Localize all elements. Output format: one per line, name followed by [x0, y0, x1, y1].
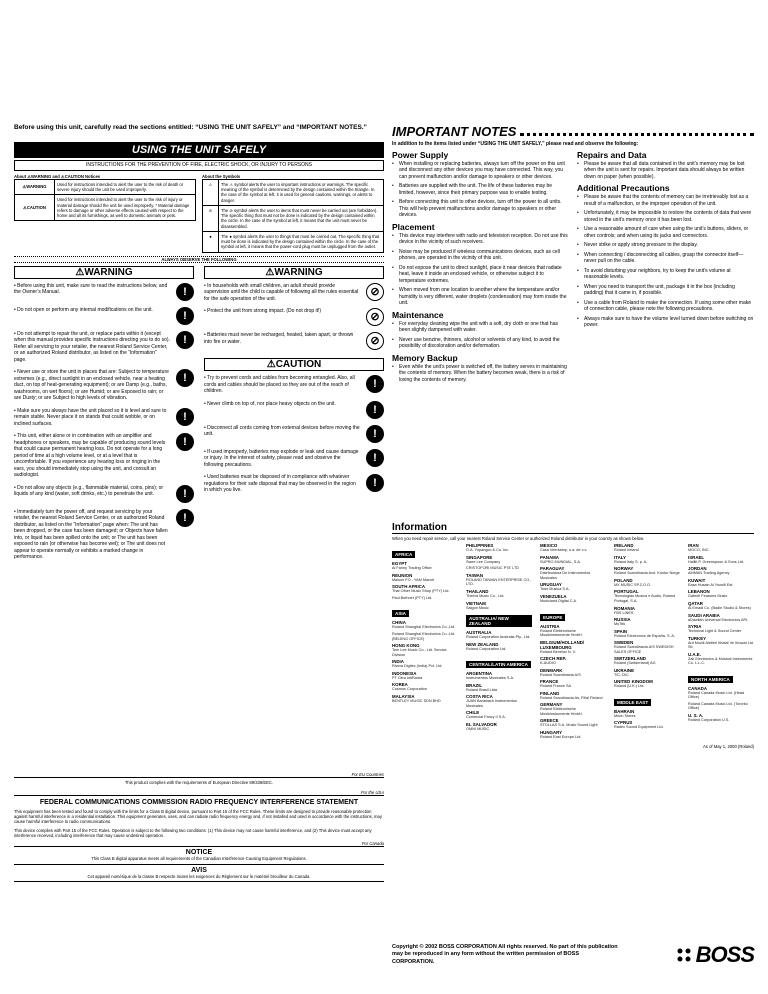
region-heading: ASIA [392, 610, 409, 617]
distributor-name: Cosmos Corporation [392, 687, 427, 692]
country-name: U.A.E. [688, 651, 701, 657]
power-heading: Power Supply [392, 149, 449, 160]
country-name: INDONESIA [392, 670, 417, 676]
distributor-name: Halilit P. Greenspoon & Sons Ltd. [688, 559, 745, 564]
symbol-prohibited-text: The ⊘ symbol alerts the user to items that must never be carried out (are forbidden). The specific thing that must not be done is indicated by the design contained within the circle. In the case of the symbol at left, it means that the unit must never be disassembled. [219, 205, 384, 231]
safety-item-text: • Do not allow any objects (e.g., flammable material, coins, pins); or liquids of any kind (water, soft drinks, etc.) to penetrate the unit. [14, 484, 164, 498]
distributor-name: Tom Lee Music Co., Ltd. Service Division [392, 648, 447, 657]
country-name: MALAYSIA [392, 693, 415, 699]
distributor-name: CRISTOFORI MUSIC PTE LTD [466, 566, 520, 571]
country-name: QATAR [688, 600, 703, 606]
country-name: SWEDEN [614, 640, 634, 646]
safety-item [204, 401, 384, 419]
note-item: • Never strike or apply strong pressure to the display. [577, 242, 754, 249]
distributor-name: Swee Lee Company [466, 559, 501, 564]
distributor-name: Roland Benelux N. V. [540, 649, 576, 654]
safety-item-text: • Do not open or perform any internal modifications on the unit. [14, 306, 153, 313]
fcc-title: FEDERAL COMMUNICATIONS COMMISSION RADIO FREQUENCY INTERFERENCE STATEMENT [39, 798, 359, 806]
country-name: URUGUAY [540, 582, 562, 588]
safety-item [204, 332, 384, 350]
boss-logo: BOSS [695, 942, 754, 967]
safety-item [204, 425, 384, 443]
country-name: VIETNAM [466, 600, 486, 606]
regulatory-section [14, 772, 384, 882]
note-item: • Never use benzine, thinners, alcohol or solvents of any kind, to avoid the possibility of discoloration and/or deformation. [392, 337, 569, 350]
note-item: • When installing or replacing batteries, always turn off the power on this unit and disconnect any other devices you may have connected. This way, you can prevent malfunction and/or damage to speakers or other devices. [392, 161, 569, 181]
avis-text: Cet appareil numérique de la classe B respecte toutes les exigences du Règlement sur le matériel brouilleur du Canada. [14, 874, 384, 882]
safety-item-text: • Try to prevent cords and cables from becoming entangled. Also, all cords and cables should be placed so they are out of the reach of children. [204, 375, 355, 395]
distributor-name: Easa Husain Al Yousifi Est. [688, 582, 734, 587]
country-name: CHINA [392, 620, 406, 626]
note-item: • Use a cable from Roland to make the connection. If using some other make of connection cable, please note the following precautions. [577, 300, 754, 313]
additional-heading: Additional Precautions [577, 183, 670, 194]
country-name: ARGENTINA [466, 671, 493, 677]
prohibited-icon: ⊘ [208, 207, 213, 213]
country-name: CZECH REP. [540, 656, 567, 662]
footer [392, 942, 754, 968]
safety-item-text: • Never use or store the unit in places that are: Subject to temperature extremes (e.g., direct sunlight in an enclosed vehicle, near a heating duct, on top of heat-generating equipment); or are Damp (e.g., baths, washrooms, on wet floors); or are Humid; or are Exposed to rain; or are Dusty; or are Subject to high levels of vibration. [14, 369, 169, 402]
warning-header-right: WARNING [274, 266, 323, 278]
distributor-name: Roland Canada Music Ltd. (Toronto Office) [688, 701, 748, 711]
distributor-name: Moon Stores [614, 713, 636, 718]
country-name: UNITED KINGDOM [614, 679, 653, 685]
roland-logo [676, 947, 692, 963]
copyright: Copyright © 2002 BOSS CORPORATION All rights reserved. No part of this publication may be reproduced in any form without the written permission of BOSS CORPORATION. [392, 944, 618, 965]
note-item: • For everyday cleaning wipe the unit with a soft, dry cloth or one that has been slightly dampened with water. [392, 321, 569, 334]
country-name: FRANCE [540, 679, 559, 685]
country-name: EL SALVADOR [466, 721, 497, 727]
mandatory-icon: ! [176, 408, 194, 426]
country-name: SPAIN [614, 628, 628, 634]
distributor-name: Roland Shanghai Electronics Co.,Ltd. [392, 625, 456, 630]
safety-item-text: • In households with small children, an adult should provide supervision until the child is capable of following all the rules essential for the safe operation of the unit. [204, 282, 359, 302]
warning-column-left [14, 266, 194, 567]
country-name: GREECE [540, 718, 559, 724]
distributor-name: Instrumentos Musicales S.A. [466, 676, 515, 681]
caution-triangle-icon: ⚠ [23, 205, 27, 211]
prohibited-icon: ⊘ [366, 332, 384, 350]
note-item: • To avoid disturbing your neighbors, try to keep the unit’s volume at reasonable levels. [577, 268, 754, 281]
mandatory-icon: ! [176, 283, 194, 301]
mandatory-icon: ! [176, 307, 194, 325]
country-name: JORDAN [688, 566, 707, 572]
country-name: SOUTH AFRICA [392, 584, 426, 590]
safety-item [14, 433, 194, 479]
mandatory-icon: ! [366, 449, 384, 467]
country-name: PANAMA [540, 554, 559, 560]
symbol-mandatory-text: The ● symbol alerts the user to things that must be carried out. The specific thing that must be done is indicated by the design contained within the circle. In the case of the symbol at left, it means that the power-cord plug must be unplugged from the outlet. [219, 231, 384, 252]
distributor-name: Roland Ireland [614, 548, 639, 553]
country-name: SYRIA [688, 624, 702, 630]
country-name: GERMANY [540, 702, 563, 708]
country-name: U. S. A. [688, 713, 704, 718]
distributor-name: Roland Corporation U.S. [688, 718, 730, 722]
country-name: SINGAPORE [466, 554, 493, 560]
country-name: KOREA [392, 682, 408, 688]
country-name: DENMARK [540, 667, 563, 673]
country-name: REUNION [392, 572, 413, 578]
country-name: MEXICO [540, 543, 558, 549]
intro-note: Before using this unit, carefully read the sections entitled: “USING THE UNIT SAFELY” and “IMPORTANT NOTES.” [14, 124, 367, 131]
distributor-name: Roland Scandinavia Avd. Kontor Norge [614, 571, 680, 576]
country-name: IRAN [688, 543, 699, 549]
country-name: HONG KONG [392, 643, 420, 649]
prohibited-icon: ⊘ [366, 283, 384, 301]
distributor-name: Roland Scandinavia A/S SWEDISH SALES OFFICE [614, 645, 674, 654]
country-name: ITALY [614, 554, 626, 560]
distributor-name: Casa Veerkamp, s.a. de c.v. [540, 548, 588, 553]
country-name: PHILIPPINES [466, 543, 494, 549]
distributor-name: PT Citra IntiRama [392, 675, 423, 680]
safety-item-text: • Make sure you always have the unit placed so it is level and sure to remain stable. Never place it on stands that could wobble, or on inclined surfaces. [14, 407, 167, 427]
notice-title: NOTICE [185, 849, 213, 857]
distributor-name: Roland Shanghai Electronics Co.,Ltd. (BEIJING OFFICE) [392, 631, 456, 641]
country-name: PARAGUAY [540, 566, 565, 572]
distributor-name: Al Fanny Trading Office [392, 566, 432, 571]
always-observe-heading: ALWAYS OBSERVE THE FOLLOWING [14, 256, 384, 263]
distributor-name: Roland Elektronische Musikinstrumente HmbH. [540, 707, 583, 716]
notes-section [392, 124, 754, 386]
safety-item [204, 474, 384, 494]
distributor-name: Roland Electronics de España, S. A. [614, 633, 675, 638]
about-symbols-heading: About the Symbols [202, 173, 241, 179]
note-item: • Please be aware that all data contained in the unit’s memory may be lost when the unit is sent for repairs. Important data should always be written down on paper (when possible). [577, 161, 754, 181]
safety-item [204, 283, 384, 303]
distributor-name: Roland Elektronische Musikinstrumente HmbH. [540, 628, 583, 638]
safety-item [204, 449, 384, 469]
distributor-name: Roland (U.K.) Ltd. [614, 684, 645, 689]
safety-subtitle: INSTRUCTIONS FOR THE PREVENTION OF FIRE, ELECTRIC SHOCK, OR INJURY TO PERSONS [14, 160, 384, 171]
country-name: ROMANIA [614, 605, 635, 611]
country-name: CHILE [466, 710, 480, 716]
distributor-name: Zak Electronics & Musical Instruments Co. L.L.C. [688, 656, 753, 666]
safety-item-text: • Batteries must never be recharged, heated, taken apart, or thrown into fire or water. [204, 332, 354, 345]
distributor-name: Radex Sound Equipment Ltd. [614, 725, 664, 730]
note-item: • Please be aware that the contents of memory can be irretrievably lost as a result of a malfunction, or the improper operation of the unit. [577, 194, 754, 207]
distributor-name: Ant Muzik Aletleri Ithalat Ve Ihracat Ltd Sti [688, 640, 754, 650]
country-name: ISRAEL [688, 554, 705, 560]
country-name: TURKEY [688, 635, 707, 641]
mandatory-icon: ! [366, 375, 384, 393]
information-section [392, 522, 754, 749]
mandatory-icon: ! [176, 369, 194, 387]
country-name: POLAND [614, 577, 633, 583]
safety-item-text: • Protect the unit from strong impact. (Do not drop it!) [204, 308, 322, 315]
safety-item [14, 509, 194, 561]
distributor-name: Roland Scandinavia As, Filial Finland [540, 695, 603, 700]
roland-mark-icon [676, 947, 692, 963]
safety-item [14, 283, 194, 301]
country-name: RUSSIA [614, 617, 631, 623]
country-name: IRELAND [614, 543, 634, 549]
warning-header-left: WARNING [84, 266, 133, 278]
country-name: EGYPT [392, 561, 407, 567]
country-name: UKRAINE [614, 667, 635, 673]
symbol-general-text: The ⚠ symbol alerts the user to important instructions or warnings. The specific meaning of the symbol is determined by the design contained within the triangle. In the case of the symbol at left, it is used for general cautions, warnings, or alerts to danger. [219, 179, 384, 205]
country-name: NEW ZEALAND [466, 641, 499, 647]
caution-label: CAUTION [26, 205, 46, 211]
unplug-icon: ● [209, 233, 212, 239]
region-heading: NORTH AMERICA [688, 676, 733, 683]
warning-definition: Used for instructions intended to alert the user to the risk of death or severe injury should the unit be used improperly. [55, 179, 196, 195]
distributor-name: aDawliah Universal Electronics APL [688, 617, 749, 622]
country-name: BELGIUM/HOLLAND/ LUXEMBOURG [540, 639, 585, 650]
avis-title: AVIS [191, 866, 207, 874]
note-item: • Use a reasonable amount of care when using the unit’s buttons, sliders, or other controls; and when using its jacks and connectors. [577, 226, 754, 239]
region-heading: AUSTRALIA/ NEW ZEALAND [466, 615, 532, 627]
country-name: TAIWAN [466, 572, 483, 578]
distributor-name: FBS LINES [614, 610, 634, 615]
country-name: COSTA RICA [466, 694, 493, 700]
distributor-name: Todo Musica S.A. [540, 587, 570, 592]
region-heading: MIDDLE EAST [614, 699, 651, 706]
country-name: SAUDI ARABIA [688, 612, 720, 618]
distributor-name: SUPRO MUNDIAL, S.A. [540, 559, 581, 564]
country-name: AUSTRIA [540, 623, 560, 629]
country-name: HUNGARY [540, 730, 563, 735]
note-item: • Always make sure to have the volume level turned down before switching on power. [577, 316, 754, 329]
note-item: • When moved from one location to another where the temperature and/or humidity is very different, water droplets (condensation) may form inside the unit. [392, 287, 569, 307]
distributor-name: MX MUSIC SP.Z.O.O. [614, 582, 652, 587]
note-item: • Unfortunately, it may be impossible to restore the contents of data that were stored in the unit’s memory once it has been lost. [577, 210, 754, 223]
distributor-name: Saigon Music [466, 605, 489, 610]
country-name: PORTUGAL [614, 589, 639, 595]
eu-label: For EU Countries [14, 772, 384, 778]
fcc-text: This equipment has been tested and found to comply with the limits for a Class B digital device, pursuant to Part 15 of the FCC Rules. These limits are designed to provide reasonable protection against harmful interference in a residential installation. This equipment generates, uses, and can radiate radio frequency energy and, if not installed and used in accordance with the instructions, may cause harmful interference to radio communications. [14, 808, 382, 825]
country-name: BRAZIL [466, 682, 483, 688]
note-item: • When connecting / disconnecting all cables, grasp the connector itself—never pull on the cable. [577, 252, 754, 265]
distributor-name: Rivera Digitec (India) Pvt. Ltd. [392, 664, 443, 669]
distributor-name: Musicland Digital C.A. [540, 598, 578, 603]
mandatory-icon: ! [176, 485, 194, 503]
note-item: • Even while the unit’s power is switched off, the battery serves in maintaining the contents of memory. When the battery becomes weak, there is a risk of losing the contents of memory. [392, 364, 569, 384]
distributor-name: G.A. Yupangco & Co. Inc. [466, 548, 510, 553]
maintenance-heading: Maintenance [392, 309, 444, 320]
eu-text: This product complies with the requirements of European Directive 89/336/EEC. [124, 780, 274, 786]
safety-item-text: • Immediately turn the power off, and request servicing by your retailer, the nearest Roland Service Center, or an authorized Roland distributor, as listed on the “Information” page when: The unit has been dropped, or the case has been damaged; or Objects have fallen into, or liquid has been spilled onto the unit; or The unit has been exposed to rain (or otherwise has become wet); or The unit does not appear to operate normally or exhibits a marked change in performance. [14, 508, 168, 561]
safety-item-text: • Used batteries must be disposed of in compliance with whatever regulations for their safe disposal that may be observed in the region in which you live. [204, 474, 356, 494]
notes-title: IMPORTANT NOTES [392, 124, 517, 139]
country-name: CYPRUS [614, 720, 633, 726]
country-name: CANADA [688, 685, 708, 691]
distributor-name: Maison FO - YAM Marcel [392, 577, 435, 582]
mandatory-icon: ! [176, 509, 194, 527]
distributor-name: Roland Scandinavia A/S [540, 672, 581, 677]
distributor-name: MuTek [614, 622, 626, 627]
caution-definition: Used for instructions intended to alert the user to the risk of injury or material damage should the unit be used improperly. * Material damage refers to damage or other adverse effects caused with respect to the home and all its furnishings, as well to domestic animals or pets. [55, 195, 196, 221]
warning-triangle-icon: ⚠ [22, 184, 27, 190]
warning-column-right [204, 266, 384, 567]
distributor-name: Gabriel Features Music [688, 594, 728, 599]
country-name: SWITZERLAND [614, 656, 646, 662]
safety-section [14, 142, 384, 567]
safety-item-text: • Disconnect all cords coming from external devices before moving the unit. [204, 424, 360, 438]
distributor-name: Roland Corporation Australia Pty., Ltd. [466, 635, 531, 640]
country-name: VENEZUELA [540, 593, 567, 599]
notice-text: This Class B digital apparatus meets all requirements of the Canadian Interference-Causing Equipment Regulations. [14, 856, 384, 864]
information-title: Information [392, 522, 754, 534]
note-item: • This device may interfere with radio and television reception. Do not use this device in the vicinity of such receivers. [392, 233, 569, 246]
fcc-part15: This device complies with Part 15 of the FCC Rules. Operation is subject to the following two conditions: (1) This device may not cause harmful interference, and (2) This device must accept any interference received, including interference that may cause undesired operation. [14, 827, 372, 838]
canada-label: For Canada [14, 841, 384, 847]
mandatory-icon: ! [366, 474, 384, 492]
distributor-name: STOLLAS S.A. Music Sound Light [540, 723, 598, 728]
warning-label: WARNING [26, 184, 47, 190]
safety-item [14, 331, 194, 364]
distributor-name: Roland Italy S. p. A. [614, 559, 648, 564]
distributor-name: Roland (Switzerland) AG [614, 661, 656, 666]
safety-item-text: • If used improperly, batteries may explode or leak and cause damage or injury. In the interest of safety, please read and observe the following precautions. [204, 448, 359, 468]
country-name: LEBANON [688, 589, 710, 595]
country-name: BAHRAIN [614, 708, 635, 714]
distributor-name: Distribuidora De Instrumentos Musicales [540, 571, 591, 580]
distributor-name: Comercial Fancy II S.A. [466, 715, 506, 720]
distributor-name: Roland France SA [540, 684, 572, 689]
region-heading: AFRICA [392, 551, 415, 558]
mandatory-icon: ! [176, 433, 194, 451]
safety-item-text: • Do not attempt to repair the unit, or replace parts within it (except when this manual provides specific instructions directing you to do so). Refer all servicing to your retailer, the nearest Roland Service Center, or an authorized Roland distributor, as listed on the “Information” page. [14, 330, 170, 363]
distributor-name: Paul Bothner (PTY) Ltd. [392, 595, 433, 600]
safety-item-text: • Before using this unit, make sure to read the instructions below, and the Owner’s Manual. [14, 282, 168, 296]
country-name: NORWAY [614, 566, 634, 572]
distributor-name: Al Emadi Co. (Badie Studio & Stores) [688, 605, 751, 610]
distributor-name: Roland Brasil Ltda [466, 687, 498, 692]
safety-item [14, 408, 194, 428]
note-item: • When you need to transport the unit, package it in the box (including padding) that it came in, if possible. [577, 284, 754, 297]
distributor-name: BENTLEY MUSIC SDN BHD [392, 698, 441, 703]
region-heading: EUROPE [540, 614, 565, 621]
distributor-name: Tecnologias Musica e Audio, Roland Portugal, S.A. [614, 594, 675, 603]
safety-item [14, 485, 194, 503]
mandatory-icon: ! [176, 331, 194, 349]
safety-item [14, 369, 194, 402]
distributor-name: Theera Music Co., Ltd. [466, 593, 505, 598]
region-heading: CENTRAL/LATIN AMERICA [466, 661, 531, 668]
distributor-name: MOCO, INC. [688, 548, 710, 553]
country-name: FINLAND [540, 690, 560, 696]
country-name: KUWAIT [688, 577, 706, 583]
safety-item [204, 308, 384, 326]
about-notices-heading: About ⚠WARNING and ⚠CAUTION Notices [14, 173, 101, 179]
distributor-name: AMMAN Trading Agency [688, 571, 730, 576]
distributor-name: Roland Canada Music Ltd. (Head Office) [688, 690, 745, 700]
warning-header-icon: ⚠ [75, 266, 85, 278]
mandatory-icon: ! [366, 425, 384, 443]
caution-header-icon: ⚠ [266, 359, 276, 371]
caution-header: CAUTION [275, 359, 322, 371]
distributor-name: TIC-TAC [614, 672, 629, 677]
note-item: • Do not expose the unit to direct sunlight, place it near devices that radiate heat, leave it inside an enclosed vehicle, or otherwise subject it to temperature extremes. [392, 265, 569, 285]
country-name: INDIA [392, 659, 404, 665]
note-item: • Noise may be produced if wireless communications devices, such as cell phones, are operated in the vicinity of this unit. [392, 249, 569, 262]
information-lead: When you need repair service, call your nearest Roland Service Center or authorized Roland distributor in your country as shown below. [392, 536, 645, 541]
notes-lead: In addition to the items listed under “USING THE UNIT SAFELY,” please read and observe the following: [392, 141, 639, 147]
as-of-date: As of May 1, 2000 (Roland) [703, 743, 754, 749]
general-caution-icon: ⚠ [208, 181, 213, 187]
note-item: • Before connecting this unit to other devices, turn off the power to all units. This will help prevent malfunctions and/or damage to speakers or other devices. [392, 199, 569, 219]
distributor-name: Technical Light & Sound Center [688, 629, 742, 634]
prohibited-icon: ⊘ [366, 308, 384, 326]
usa-label: For the USA [14, 790, 384, 796]
note-item: • Batteries are supplied with the unit. The life of these batteries may be limited, however, since their primary purpose was to enable testing. [392, 183, 569, 196]
mandatory-icon: ! [366, 401, 384, 419]
distributor-name: K-AUDIO [540, 661, 556, 666]
placement-heading: Placement [392, 221, 435, 232]
distributor-name: JUAN Bansbach Instrumentos Musicales [466, 699, 517, 708]
country-name: AUSTRALIA [466, 630, 492, 636]
distributor-name: Roland Corporation Ltd. [466, 646, 507, 651]
country-name: THAILAND [466, 588, 489, 594]
repairs-heading: Repairs and Data [577, 149, 647, 160]
memory-heading: Memory Backup [392, 352, 458, 363]
safety-item [204, 375, 384, 395]
distributor-name: OMNI MUSIC [466, 726, 490, 731]
safety-item-text: • This unit, either alone or in combination with an amplifier and headphones or speakers, may be capable of producing sound levels that could cause permanent hearing loss. Do not operate for a long period of time at a high volume level, or at a level that is uncomfortable. If you experience any hearing loss or ringing in the ears, you should immediately stop using the unit, and consult an audiologist. [14, 433, 166, 479]
safety-item [14, 307, 194, 325]
warning-header-icon: ⚠ [265, 266, 275, 278]
distributor-name: That Other Music Shop (PTY) Ltd. [392, 589, 450, 594]
safety-title: USING THE UNIT SAFELY [14, 142, 384, 158]
safety-item-text: • Never climb on top of, nor place heavy objects on the unit. [204, 400, 336, 407]
distributor-name: ROLAND TAIWAN ENTERPRISE CO., LTD. [466, 577, 532, 587]
distributor-name: Roland East Europe Ltd. [540, 735, 582, 739]
